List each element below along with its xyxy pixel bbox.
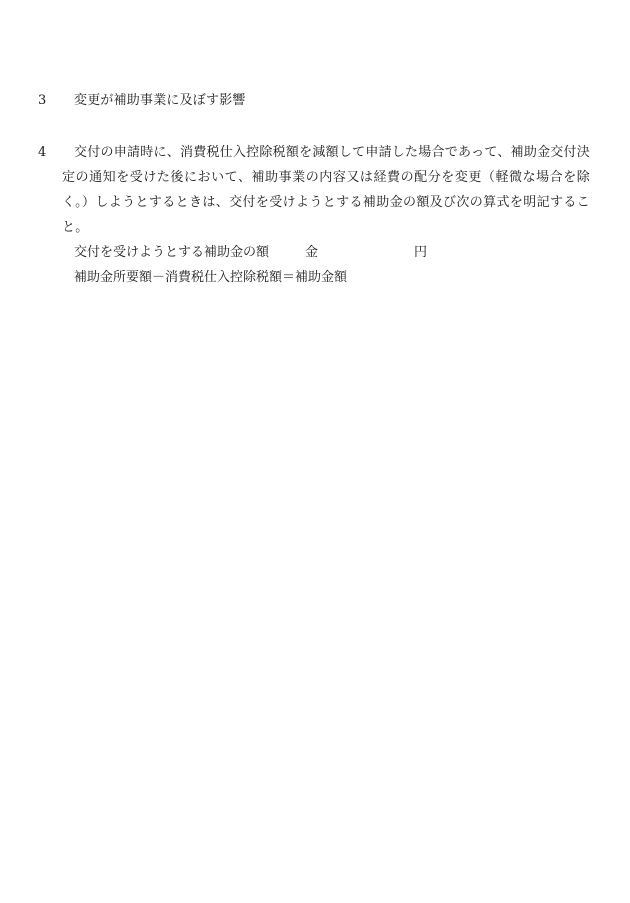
item-4-paragraph (38, 140, 590, 240)
item-4 (38, 140, 590, 290)
item-4-number: 4 (38, 145, 47, 160)
amount-unit: 円 (414, 245, 428, 260)
item-4-text: 交付の申請時に、消費税仕入控除税額を減額して申請した場合であって、補助金交付決定の通知を受けた後において、補助事業の内容又は経費の配分を変更（軽微な場合を除く。）しようとするときは、交付を受けようとする補助金の額及び次の算式を明記すること。 (62, 145, 590, 235)
amount-prefix: 金 (305, 245, 319, 260)
amount-label: 交付を受けようとする補助金の額 (74, 245, 270, 260)
formula-line: 補助金所要額－消費税仕入控除税額＝補助金額 (74, 270, 348, 285)
item-3-number: 3 (38, 93, 47, 108)
amount-line (50, 240, 590, 265)
item-3 (38, 88, 590, 113)
item-3-text: 変更が補助事業に及ぼす影響 (74, 93, 246, 108)
item-3-paragraph (38, 88, 590, 113)
